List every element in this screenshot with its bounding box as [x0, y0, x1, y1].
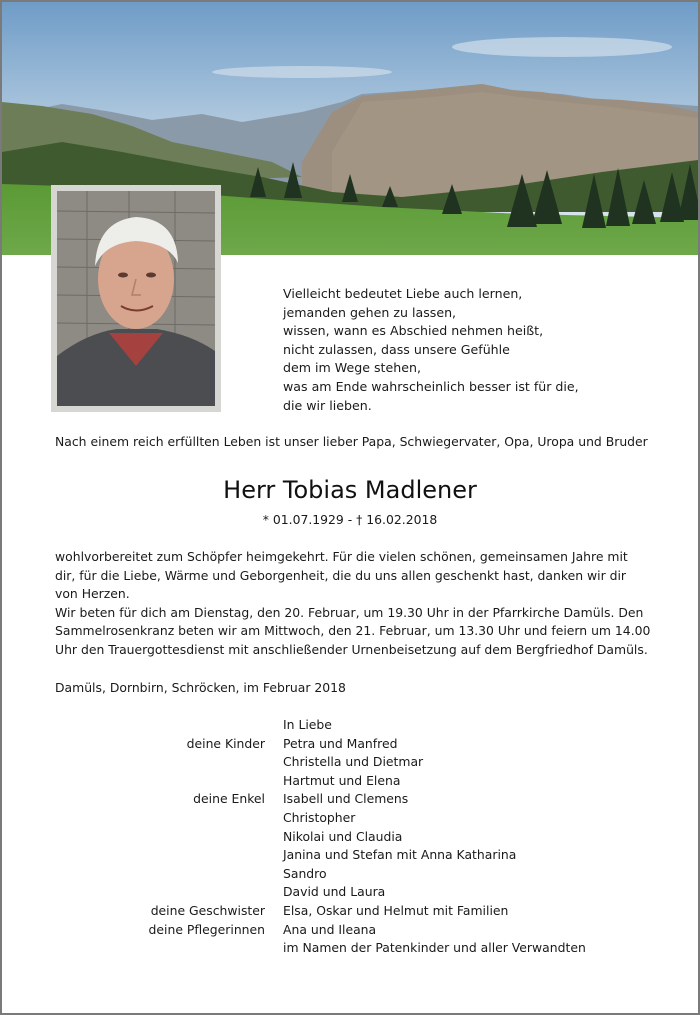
poem	[283, 285, 579, 415]
relation-label	[55, 772, 265, 791]
mourner-names: David und Laura	[283, 884, 386, 900]
mourner-row	[55, 865, 665, 884]
poem-line: die wir lieben.	[283, 397, 372, 413]
deceased-name: Herr Tobias Madlener	[223, 476, 477, 504]
mourner-row	[55, 809, 665, 828]
mourner-row	[55, 846, 665, 865]
life-dates: * 01.07.1929 - † 16.02.2018	[262, 512, 438, 527]
relation-label	[55, 828, 265, 847]
mourner-row	[55, 921, 665, 940]
mourner-names: Nikolai und Claudia	[283, 828, 403, 844]
mourner-names: Isabell und Clemens	[283, 791, 409, 807]
mourner-names: Elsa, Oskar und Helmut mit Familien	[283, 902, 509, 918]
mourner-names: Janina und Stefan mit Anna Katharina	[283, 847, 517, 863]
text-line: dir, für die Liebe, Wärme und Geborgenheit, die du uns allen geschenkt hast, danken wir dir	[55, 567, 627, 583]
relation-label	[55, 865, 265, 884]
poem-line: Vielleicht bedeutet Liebe auch lernen,	[283, 286, 523, 301]
relation-label	[55, 809, 265, 828]
mourner-row	[55, 772, 665, 791]
mourner-names: Christopher	[283, 809, 356, 825]
mourner-row	[55, 716, 665, 735]
mourner-row	[55, 735, 665, 754]
poem-line: jemanden gehen zu lassen,	[283, 304, 457, 320]
relation-label	[55, 939, 265, 958]
portrait-photo	[51, 185, 221, 412]
relation-label	[55, 753, 265, 772]
mourner-names: Hartmut und Elena	[283, 772, 401, 788]
mourner-names: Ana und Ileana	[283, 921, 377, 937]
relation-label: deine Pflegerinnen	[148, 921, 265, 937]
announcement-text	[55, 548, 665, 660]
mourner-row	[55, 939, 665, 958]
intro-text: Nach einem reich erfüllten Leben ist unser lieber Papa, Schwiegervater, Opa, Uropa und Bruder	[55, 434, 648, 449]
mourner-row	[55, 883, 665, 902]
relation-label: deine Geschwister	[150, 902, 265, 918]
relation-label	[55, 716, 265, 735]
mourner-row	[55, 902, 665, 921]
place-date: Damüls, Dornbirn, Schröcken, im Februar 2018	[55, 680, 346, 695]
mourner-row	[55, 828, 665, 847]
text-line: Wir beten für dich am Dienstag, den 20. Februar, um 19.30 Uhr in der Pfarrkirche Damüls. Den	[55, 604, 644, 620]
poem-line: dem im Wege stehen,	[283, 360, 421, 376]
mourner-names: In Liebe	[283, 717, 332, 732]
mourner-row	[55, 753, 665, 772]
mourners-list	[55, 716, 665, 958]
poem-line: was am Ende wahrscheinlich besser ist für die,	[283, 378, 579, 394]
relation-label: deine Kinder	[186, 735, 265, 751]
mourner-names: im Namen der Patenkinder und aller Verwandten	[283, 940, 586, 956]
mourner-names: Sandro	[283, 865, 327, 881]
poem-line: nicht zulassen, dass unsere Gefühle	[283, 341, 510, 357]
text-line: Uhr den Trauergottesdienst mit anschließender Urnenbeisetzung auf dem Bergfriedhof Damüls.	[55, 641, 648, 657]
relation-label	[55, 846, 265, 865]
text-line: wohlvorbereitet zum Schöpfer heimgekehrt. Für die vielen schönen, gemeinsamen Jahre mit	[55, 549, 628, 564]
poem-line: wissen, wann es Abschied nehmen heißt,	[283, 323, 544, 339]
mourner-names: Christella und Dietmar	[283, 754, 424, 770]
relation-label: deine Enkel	[193, 791, 265, 807]
text-line: Sammelrosenkranz beten wir am Mittwoch, den 21. Februar, um 13.30 Uhr und feiern um 14.00	[55, 623, 651, 639]
relation-label	[55, 883, 265, 902]
mourner-names: Petra und Manfred	[283, 735, 398, 751]
text-line: von Herzen.	[55, 586, 130, 602]
mourner-row	[55, 790, 665, 809]
